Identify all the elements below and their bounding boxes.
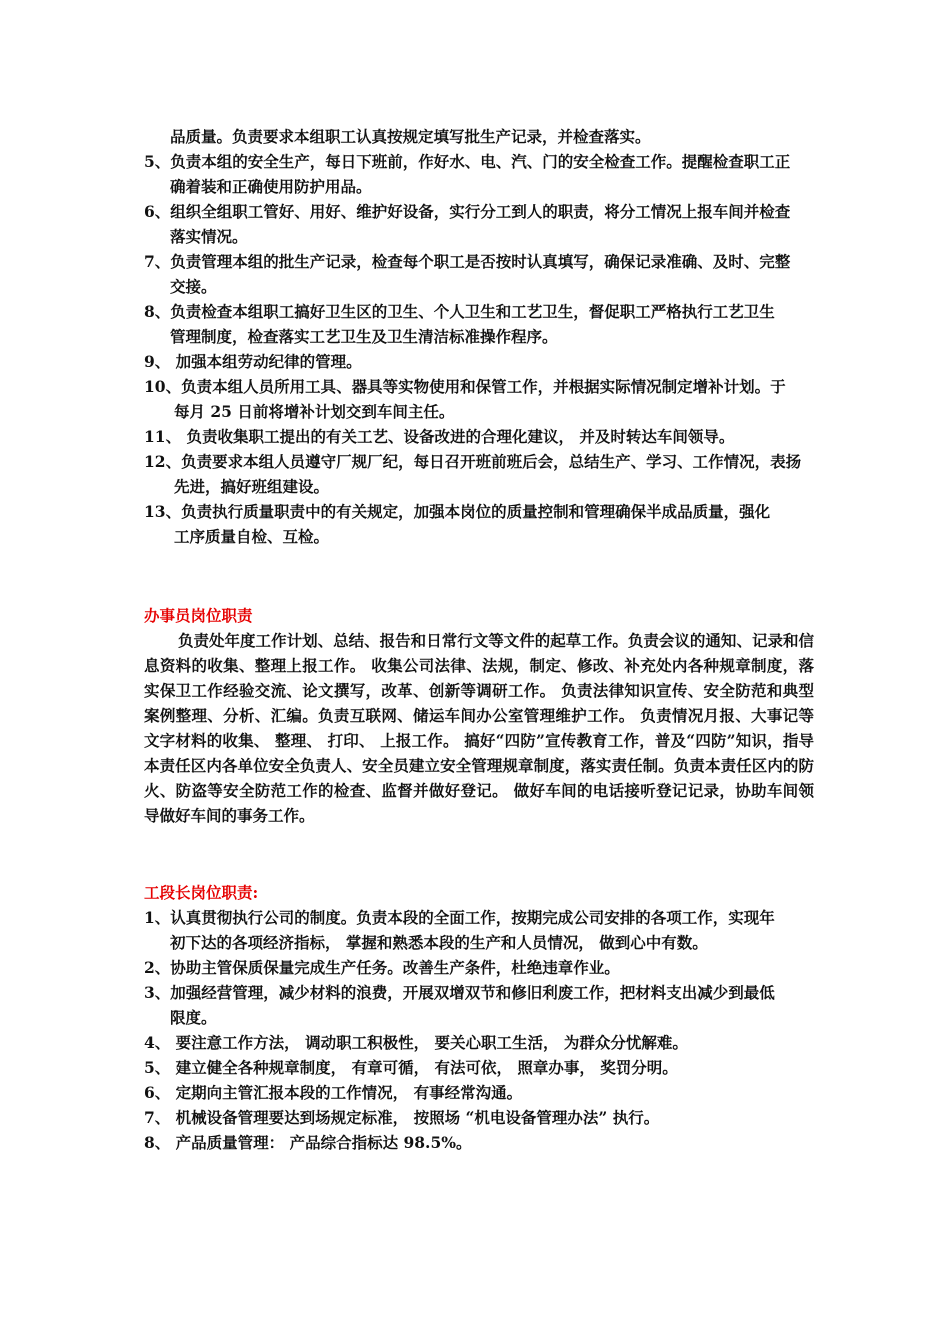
list-item (144, 1030, 814, 1055)
item-continuation: 先进，搞好班组建设。 (174, 477, 330, 496)
list-item (144, 424, 814, 449)
item-continuation: 初下达的各项经济指标， 掌握和熟悉本段的生产和人员情况， 做到心中有数。 (170, 933, 708, 952)
list-item (144, 249, 814, 299)
item-text: 3、加强经营管理，减少材料的浪费，开展双增双节和修旧利废工作，把材料支出减少到最低 (144, 983, 775, 1002)
list-item (144, 980, 814, 1030)
item-text: 7、负责管理本组的批生产记录，检查每个职工是否按时认真填写，确保记录准确、及时、完整 (144, 252, 791, 271)
item-text: 6、 定期向主管汇报本段的工作情况， 有事经常沟通。 (144, 1083, 523, 1102)
item-continuation: 交接。 (170, 277, 217, 296)
item-text: 5、负责本组的安全生产，每日下班前，作好水、电、汽、门的安全检查工作。提醒检查职工正 (144, 152, 791, 171)
document-content (144, 124, 814, 1155)
list-item (144, 905, 814, 955)
section-heading-foreman: 工段长岗位职责: (144, 883, 259, 902)
item-continuation: 落实情况。 (170, 227, 248, 246)
section-spacer (144, 828, 814, 880)
list-item (144, 1080, 814, 1105)
section-heading-clerk: 办事员岗位职责 (144, 606, 253, 625)
list-item (144, 1105, 814, 1130)
list-item (144, 349, 814, 374)
list-item (144, 1055, 814, 1080)
item-text: 5、 建立健全各种规章制度， 有章可循， 有法可依， 照章办事， 奖罚分明。 (144, 1058, 678, 1077)
item-text: 13、负责执行质量职责中的有关规定，加强本岗位的质量控制和管理确保半成品质量，强化 (144, 502, 771, 521)
list-item (144, 199, 814, 249)
item-text: 4、 要注意工作方法， 调动职工积极性， 要关心职工生活， 为群众分忧解难。 (144, 1033, 688, 1052)
item-text: 10、负责本组人员所用工具、器具等实物使用和保管工作，并根据实际情况制定增补计划。于 (144, 377, 786, 396)
item-text: 8、 产品质量管理： 产品综合指标达 98.5%。 (144, 1133, 472, 1152)
item-continuation: 管理制度，检查落实工艺卫生及卫生清洁标准操作程序。 (170, 327, 558, 346)
item-continuation: 确着装和正确使用防护用品。 (170, 177, 372, 196)
item-text: 6、组织全组职工管好、用好、维护好设备，实行分工到人的职责，将分工情况上报车间并检查 (144, 202, 791, 221)
item-text: 9、 加强本组劳动纪律的管理。 (144, 352, 362, 371)
item-text: 7、 机械设备管理要达到场规定标准， 按照场 “机电设备管理办法” 执行。 (144, 1108, 660, 1127)
section-spacer (144, 549, 814, 603)
list-item (144, 449, 814, 499)
section1-list (144, 149, 814, 549)
item-text: 1、认真贯彻执行公司的制度。负责本段的全面工作，按期完成公司安排的各项工作，实现年 (144, 908, 775, 927)
item-text: 2、协助主管保质保量完成生产任务。改善生产条件，杜绝违章作业。 (144, 958, 620, 977)
item-continuation: 限度。 (170, 1008, 217, 1027)
section3-list (144, 905, 814, 1155)
continuation-line: 品质量。负责要求本组职工认真按规定填写批生产记录，并检查落实。 (170, 127, 651, 146)
list-item (144, 499, 814, 549)
item-text: 12、负责要求本组人员遵守厂规厂纪，每日召开班前班后会，总结生产、学习、工作情况，表扬 (144, 452, 802, 471)
item-text: 11、 负责收集职工提出的有关工艺、设备改进的合理化建议， 并及时转达车间领导。 (144, 427, 735, 446)
item-continuation: 工序质量自检、互检。 (174, 527, 330, 546)
list-item (144, 299, 814, 349)
item-text: 8、负责检查本组职工搞好卫生区的卫生、个人卫生和工艺卫生，督促职工严格执行工艺卫生 (144, 302, 775, 321)
list-item (144, 374, 814, 424)
list-item (144, 1130, 814, 1155)
list-item (144, 955, 814, 980)
list-item (144, 149, 814, 199)
clerk-duties-paragraph: 负责处年度工作计划、总结、报告和日常行文等文件的起草工作。负责会议的通知、记录和信息资料的收集、整理上报工作。 收集公司法律、法规，制定、修改、补充处内各种规章制度，落实保卫工作经验交流、论文撰写，改革、创新等调研工作。 负责法律知识宣传、安全防范和典型案例整理、分析、汇编。负责互联网、储运车间办公室管理维护工作。 负责情况月报、大事记等文字材料的收集、 整理、 打印、 上报工作。 搞好“四防”宣传教育工作，普及“四防”知识，指导本责任区内各单位安全负责人、安全员建立安全管理规章制度，落实责任制。负责本责任区内的防火、防盗等安全防范工作的检查、监督并做好登记。 做好车间的电话接听登记记录，协助车间领导做好车间的事务工作。 (144, 631, 814, 825)
item-continuation: 每月 25 日前将增补计划交到车间主任。 (174, 402, 455, 421)
